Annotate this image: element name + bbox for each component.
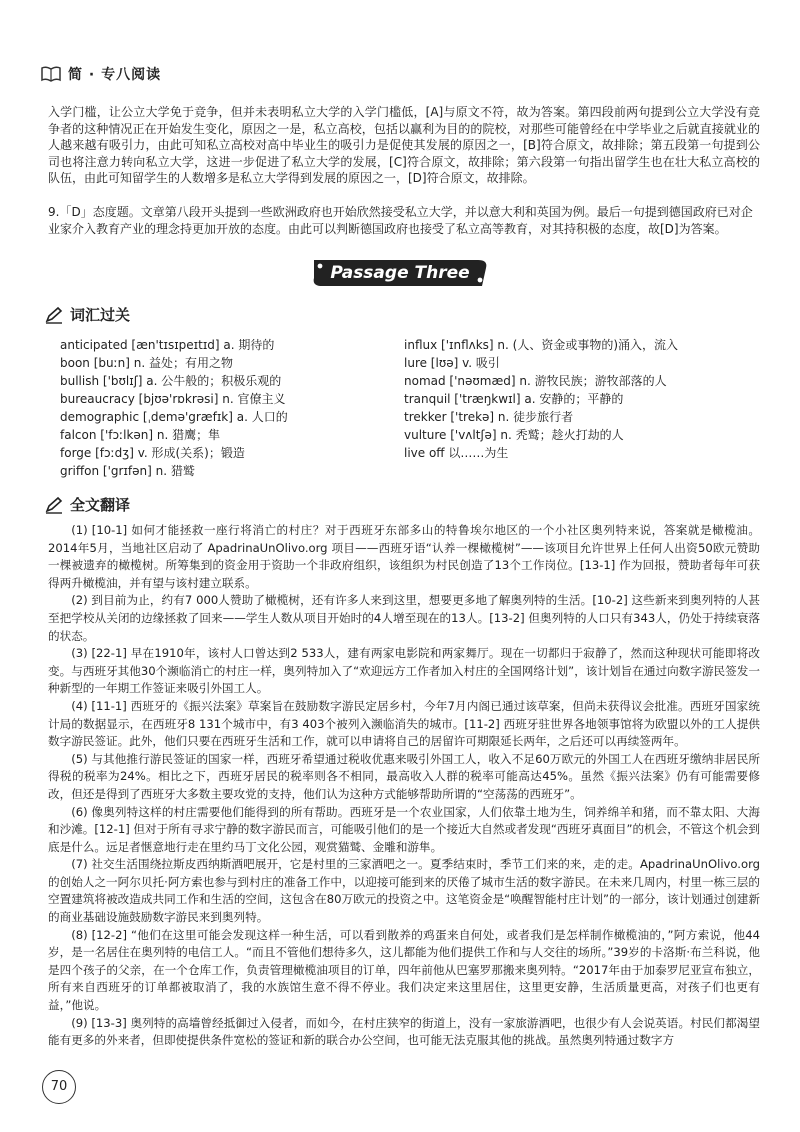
vocab-item: forge [fɔːdʒ] v. 形成(关系)；锻造 <box>60 446 245 460</box>
page-header <box>40 64 161 84</box>
answer-item-9: 9.「D」态度题。文章第八段开头提到一些欧洲政府也开始欣然接受私立大学，并以意大利和英国为例。最后一句提到德国政府已对企业家介入教育产业的理念持更加开放的态度。由此可以判断德国政府也接受了私立高等教育，对其持积极的态度，故[D]为答案。 <box>48 205 753 236</box>
translation-paragraph-3: (3) [22-1] 早在1910年，该村人口曾达到2 533人，建有两家电影院和两家舞厅。现在一切都归于寂静了，然而这种现状可能即将改变。与西班牙其他30个濒临消亡的村庄一样，奥列特加入了“欢迎远方工作者加入村庄的全国网络计划”，该计划旨在通过向数字游民签发一种新型的一年期工作签证来吸引外国工人。 <box>48 646 760 696</box>
translation-paragraph-9: (9) [13-3] 奥列特的高墙曾经抵御过入侵者，而如今，在村庄狭窄的街道上，没有一家旅游酒吧，也很少有人会说英语。村民们都渴望能有更多的外来者，但即使提供条件宽松的签证和新的联合办公空间，也可能无法克服其他的挑战。虽然奥列特通过数字方 <box>48 1015 760 1048</box>
vocab-item: vulture ['vʌltʃə] n. 秃鹫；趁火打劫的人 <box>404 428 624 442</box>
vocab-list-right <box>404 336 678 462</box>
vocab-item: griffon ['grɪfən] n. 猎鹫 <box>60 464 195 478</box>
vocab-item: falcon ['fɔːlkən] n. 猎鹰；隼 <box>60 428 221 442</box>
translation-heading-text: 全文翻译 <box>70 496 131 514</box>
vocab-item: anticipated [æn'tɪsɪpeɪtɪd] a. 期待的 <box>60 338 275 352</box>
translation-heading <box>44 494 130 515</box>
vocab-item: tranquil ['træŋkwɪl] a. 安静的；平静的 <box>404 392 624 406</box>
vocab-heading <box>44 304 130 325</box>
vocab-item: demographic [ˌdemə'græfɪk] a. 人口的 <box>60 410 288 424</box>
passage-banner <box>310 258 490 288</box>
vocab-item: bullish ['bʊlɪʃ] a. 公牛般的；积极乐观的 <box>60 374 282 388</box>
intro-paragraph: 入学门槛，让公立大学免于竞争，但并未表明私立大学的入学门槛低，[A]与原文不符，故为答案。第四段前两句提到公立大学没有竞争者的这种情况正在开始发生变化，原因之一是，私立高校，包括以赢利为目的的院校，对那些可能曾经在中学毕业之后就直接就业的人越来越有吸引力，由此可知私立高校对高中毕业生的吸引力是促使其发展的原因之一，[B]符合原文，故排除；第五段第一句提到公司也将注意力转向私立大学，这进一步促进了私立大学的发展，[C]符合原文，故排除；第六段第一句指出留学生也在壮大私立高校的队伍，由此可知留学生的人数增多是私立大学得到发展的原因之一，[D]符合原文，故排除。 <box>48 105 760 185</box>
header-title: 简 · 专八阅读 <box>68 67 162 83</box>
translation-paragraph-7: (7) 社交生活围绕拉斯皮西纳斯酒吧展开，它是村里的三家酒吧之一。夏季结束时，季节工们来的来，走的走。ApadrinaUnOlivo.org 的创始人之一阿尔贝托·阿方索也参与到村庄的准备工作中，以迎接可能到来的厌倦了城市生活的数字游民。在未来几周内，村里一栋三层的空置建筑将被改造成共同工作和生活的空间，这包含在80万欧元的投资之中。这笔资金是“唤醒智能村庄计划”的一部分，该计划通过创建新的商业基础设施鼓励数字游民来到奥列特。 <box>48 857 760 925</box>
translation-paragraph-4: (4) [11-1] 西班牙的《振兴法案》草案旨在鼓励数字游民定居乡村，今年7月内阁已通过该草案，但尚未获得议会批准。西班牙国家统计局的数据显示，在西班牙8 131个城市中，有3 403个被列入濒临消失的城市。[11-2] 西班牙驻世界各地领事馆将为欧盟以外的工人提供数字游民签证。此外，他们只要在西班牙生活和工作，就可以申请将自己的居留许可期限延长两年，之后还可以再续签两年。 <box>48 698 760 749</box>
vocab-list-left <box>60 336 288 480</box>
vocab-item: nomad ['nəʊmæd] n. 游牧民族；游牧部落的人 <box>404 374 667 388</box>
translation-paragraph-1: (1) [10-1] 如何才能拯救一座行将消亡的村庄？对于西班牙东部多山的特鲁埃尔地区的一个小社区奥列特来说，答案就是橄榄油。2014年5月，当地社区启动了 ApadrinaUnOlivo.org 项目——西班牙语“认养一棵橄榄树”——该项目允许世界上任何人出资50欧元赞助一棵被遗弃的橄榄树。所筹集到的资金用于资助一个非政府组织，该组织为村民创造了13个工作岗位。[13-1] 作为回报，赞助者每年可获得两升橄榄油，并有望与该村建立联系。 <box>48 523 760 590</box>
passage-label: Passage Three <box>330 263 470 283</box>
book-icon <box>40 65 62 83</box>
vocab-item: trekker ['trekə] n. 徒步旅行者 <box>404 410 574 424</box>
translation-paragraph-6: (6) 像奥列特这样的村庄需要他们能得到的所有帮助。西班牙是一个农业国家，人们依靠土地为生，饲养绵羊和猪，而不靠太阳、大海和沙滩。[12-1] 但对于所有寻求宁静的数字游民而言，可能吸引他们的是一个接近大自然或者发现“西班牙真面目”的机会，不管这个机会到底是什么。远足者惬意地行走在里约马丁文化公园，观赏猫鹫、金雕和游隼。 <box>48 804 760 854</box>
vocab-item: lure [lʊə] v. 吸引 <box>404 356 500 370</box>
pen-icon <box>44 306 64 324</box>
translation-paragraph-5: (5) 与其他推行游民签证的国家一样，西班牙希望通过税收优惠来吸引外国工人，收入不足60万欧元的外国工人在西班牙缴纳非居民所得税的税率为24%。相比之下，西班牙居民的税率则各不相同，最高收入人群的税率可能高达45%。虽然《振兴法案》仍有可能需要修改，但还是得到了西班牙大多数主要攻党的支持，他们认为这种方式能够帮助所谓的“空荡荡的西班牙”。 <box>48 751 760 801</box>
translation-paragraph-8: (8) [12-2] “他们在这里可能会发现这样一种生活，可以看到散养的鸡蛋来自何处，或者我们是怎样制作橄榄油的，”阿方索说，他44岁，是一名居住在奥列特的电信工人。“而且不管他们想待多久，这儿都能为他们提供工作和与人交往的场所。”39岁的卡洛斯·布兰科说，他是四个孩子的父亲，在一个仓库工作，负责管理橄榄油项目的订单，四年前他从巴塞罗那搬来奥列特。“2017年由于加泰罗尼亚宣布独立，所有来自西班牙的订单都被取消了，我的水族馆生意不得不停业。我们决定来这里居住，这里更安静，生活质量更高，对孩子们也更有益，”他说。 <box>48 927 760 1013</box>
vocab-item: influx ['ɪnflʌks] n. (人、资金或事物的)涌入，流入 <box>404 338 679 352</box>
translation-paragraph-2: (2) 到目前为止，约有7 000人赞助了橄榄树，还有许多人来到这里，想要更多地了解奥列特的生活。[10-2] 这些新来到奥列特的人甚至把学校从关闭的边缘拯救了回来——学生人数从项目开始时的4人增至现在的13人。[13-2] 但奥列特的人口只有343人，仍处于持续衰落的状态。 <box>48 593 760 643</box>
vocab-heading-text: 词汇过关 <box>70 306 131 324</box>
vocab-item: bureaucracy [bjʊə'rɒkrəsi] n. 官僚主义 <box>60 392 286 406</box>
vocab-item: live off 以……为生 <box>404 446 509 460</box>
vocab-item: boon [buːn] n. 益处；有用之物 <box>60 356 234 370</box>
page-number: 70 <box>42 1070 76 1104</box>
translation-body <box>48 522 760 1050</box>
pen-icon <box>44 496 64 514</box>
